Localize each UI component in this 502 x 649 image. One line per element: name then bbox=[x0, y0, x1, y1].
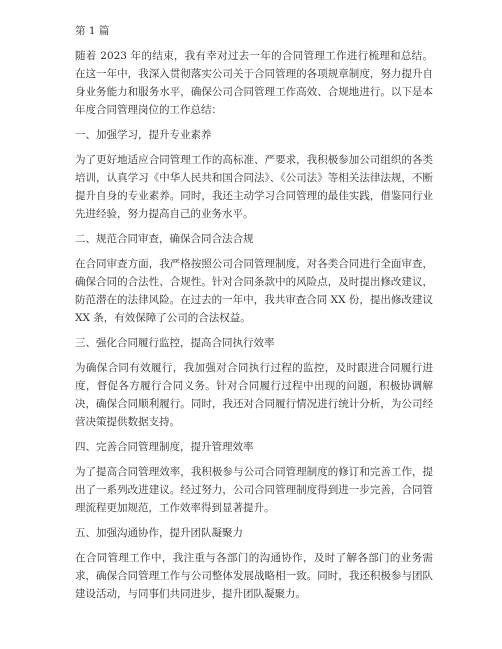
section-heading-5: 五、加强沟通协作，提升团队凝聚力 bbox=[75, 527, 243, 539]
section-body-4: 为了提高合同管理效率，我积极参与公司合同管理制度的修订和完善工作，提出了一系列改进建议。经过努力，公司合同管理制度得到进一步完善，合同管理流程更加规范，工作效率得到显著提升。 bbox=[75, 466, 433, 514]
section-heading-3: 三、强化合同履行监控，提高合同执行效率 bbox=[75, 337, 275, 349]
section-heading-1: 一、加强学习，提升专业素养 bbox=[75, 129, 212, 141]
intro-paragraph: 随着 2023 年的结束，我有幸对过去一年的合同管理工作进行梳理和总结。在这一年中，我深入贯彻落实公司关于合同管理的各项规章制度，努力提升自身业务能力和服务水平，确保公司合同管理工作高效、合规地进行。以下是本年度合同管理岗位的工作总结： bbox=[75, 50, 433, 116]
section-body-3: 为确保合同有效履行，我加强对合同执行过程的监控，及时跟进合同履行进度，督促各方履行合同义务。针对合同履行过程中出现的问题，积极协调解决，确保合同顺利履行。同时，我还对合同履行情况进行统计分析，为公司经营决策提供数据支持。 bbox=[75, 362, 433, 428]
document-label: 第 1 篇 bbox=[75, 25, 110, 37]
document-page bbox=[75, 22, 433, 610]
section-body-2: 在合同审查方面，我严格按照公司合同管理制度，对各类合同进行全面审查，确保合同的合法性、合规性。针对合同条款中的风险点，及时提出修改建议，防范潜在的法律风险。在过去的一年中，我共审查合同 XX 份，提出修改建议 XX 条，有效保障了公司的合法权益。 bbox=[75, 258, 433, 324]
section-body-1: 为了更好地适应合同管理工作的高标准、严要求，我积极参加公司组织的各类培训，认真学习《中华人民共和国合同法》、《公司法》等相关法律法规，不断提升自身的专业素养。同时，我还主动学习合同管理的最佳实践，借鉴同行业先进经验，努力提高自己的业务水平。 bbox=[75, 154, 433, 220]
section-heading-2: 二、规范合同审查，确保合同合法合规 bbox=[75, 233, 254, 245]
section-body-5: 在合同管理工作中，我注重与各部门的沟通协作，及时了解各部门的业务需求，确保合同管理工作与公司整体发展战略相一致。同时，我还积极参与团队建设活动，与同事们共同进步，提升团队凝聚力。 bbox=[75, 552, 433, 600]
section-heading-4: 四、完善合同管理制度，提升管理效率 bbox=[75, 441, 254, 453]
